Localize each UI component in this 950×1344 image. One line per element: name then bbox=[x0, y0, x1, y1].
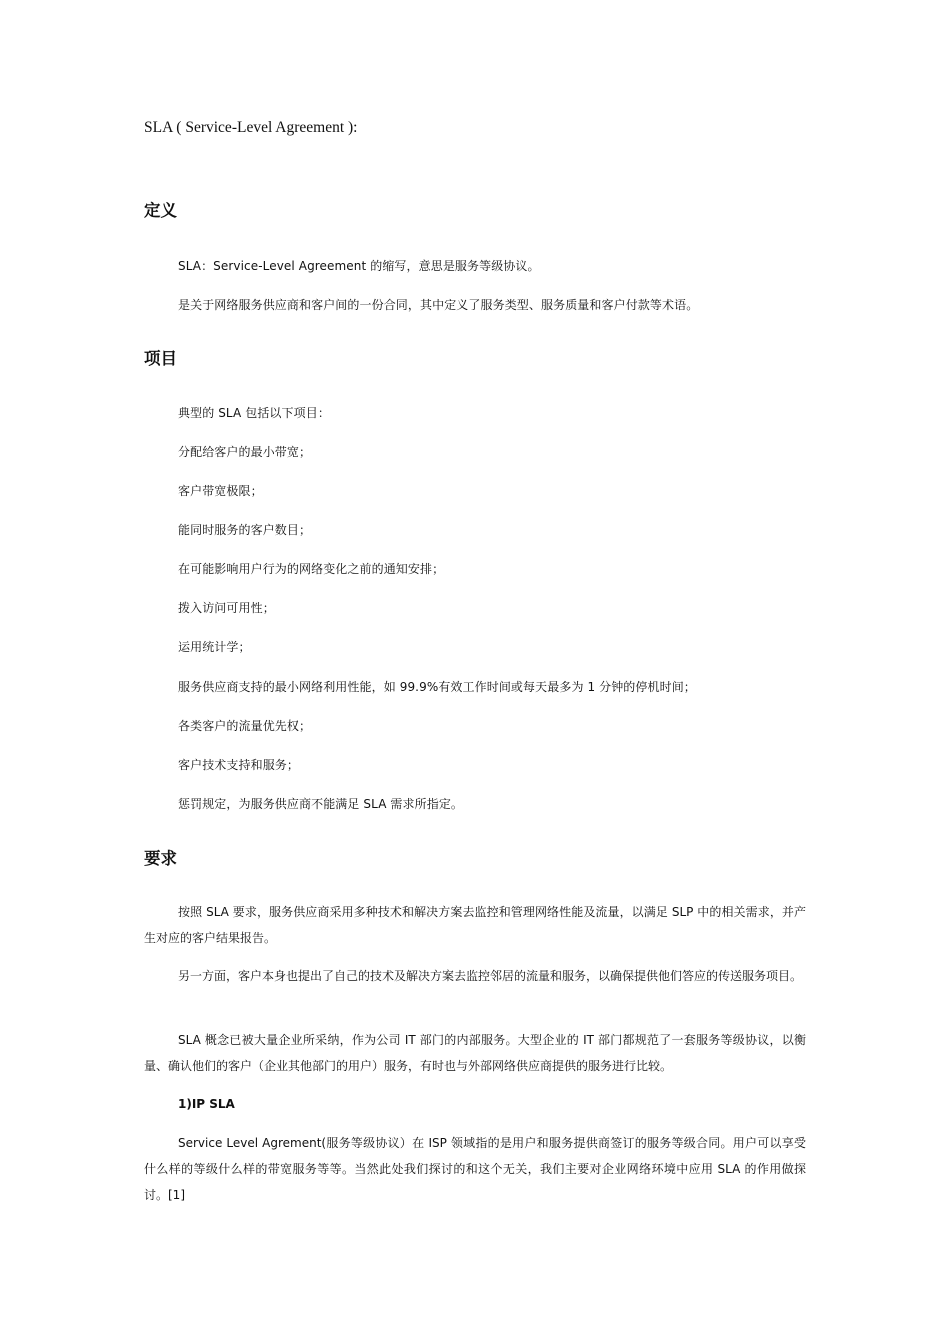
list-item: 服务供应商支持的最小网络利用性能，如 99.9%有效工作时间或每天最多为 1 分钟的停机时间； bbox=[178, 680, 696, 694]
list-item: 拨入访问可用性； bbox=[178, 601, 275, 615]
requirements-paragraph: 另一方面，客户本身也提出了自己的技术及解决方案去监控邻居的流量和服务，以确保提供他们答应的传送服务项目。 bbox=[178, 969, 803, 983]
list-item: 运用统计学； bbox=[178, 640, 251, 654]
list-item: 能同时服务的客户数目； bbox=[178, 523, 312, 537]
list-item: 客户技术支持和服务； bbox=[178, 758, 300, 772]
list-item: 各类客户的流量优先权； bbox=[178, 719, 312, 733]
items-intro: 典型的 SLA 包括以下项目： bbox=[178, 406, 330, 420]
heading-items: 项目 bbox=[144, 349, 177, 368]
list-item: 在可能影响用户行为的网络变化之前的通知安排； bbox=[178, 562, 445, 576]
heading-requirements: 要求 bbox=[144, 849, 177, 868]
ip-sla-paragraph: Service Level Agrement(服务等级协议）在 ISP 领域指的是用户和服务提供商签订的服务等级合同。用户可以享受什么样的等级什么样的带宽服务等等。当然此处我们探讨的和这个无关，我们主要对企业网络环境中应用 SLA 的作用做探讨。[1] bbox=[144, 1136, 806, 1202]
list-item: 惩罚规定，为服务供应商不能满足 SLA 需求所指定。 bbox=[178, 797, 464, 811]
heading-definition: 定义 bbox=[144, 201, 177, 220]
subheading-ip-sla: 1)IP SLA bbox=[178, 1097, 235, 1111]
requirements-paragraph: 按照 SLA 要求，服务供应商采用多种技术和解决方案去监控和管理网络性能及流量，以满足 SLP 中的相关需求，并产生对应的客户结果报告。 bbox=[144, 905, 806, 945]
list-item: 客户带宽极限； bbox=[178, 484, 263, 498]
requirements-paragraph: SLA 概念已被大量企业所采纳，作为公司 IT 部门的内部服务。大型企业的 IT 部门都规范了一套服务等级协议，以衡量、确认他们的客户（企业其他部门的用户）服务，有时也与外部网络供应商提供的服务进行比较。 bbox=[144, 1033, 806, 1073]
definition-line: 是关于网络服务供应商和客户间的一份合同，其中定义了服务类型、服务质量和客户付款等术语。 bbox=[178, 298, 699, 312]
document-title: SLA ( Service-Level Agreement ): bbox=[144, 119, 358, 136]
definition-line: SLA：Service-Level Agreement 的缩写，意思是服务等级协议。 bbox=[178, 259, 540, 273]
list-item: 分配给客户的最小带宽； bbox=[178, 445, 312, 459]
